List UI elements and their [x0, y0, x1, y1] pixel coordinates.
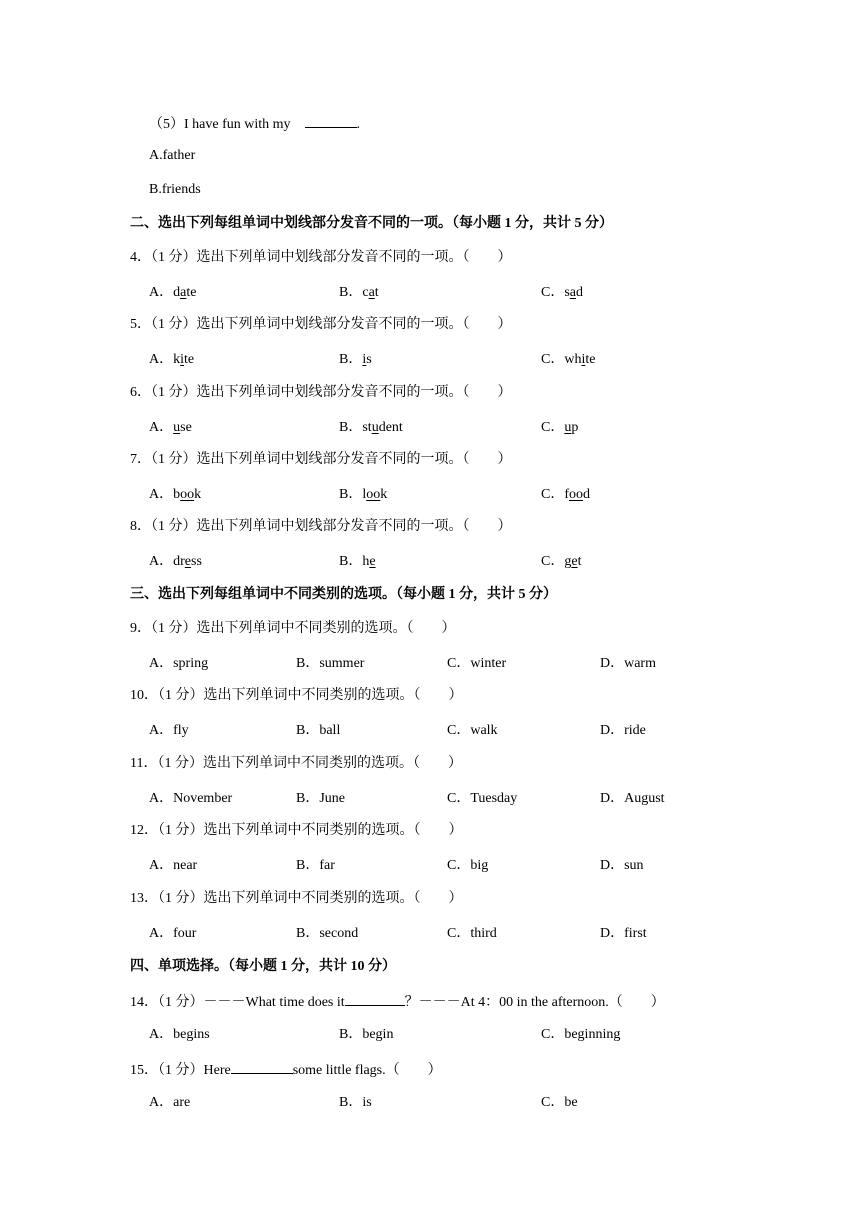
question-stem-suffix: . — [356, 117, 361, 132]
underlined-letters: i — [581, 352, 586, 367]
underlined-letters: u — [564, 420, 572, 435]
question-13-stem: 13．（1 分）选出下列单词中不同类别的选项。（ ） — [130, 891, 463, 906]
option-label: A． — [149, 554, 174, 569]
option-label: B． — [339, 285, 363, 300]
word-part: d — [583, 487, 591, 502]
question-11-stem: 11．（1 分）选出下列单词中不同类别的选项。（ ） — [130, 756, 462, 771]
option-b: B．June — [296, 791, 345, 806]
word-part: te — [186, 285, 197, 300]
option-b: B．summer — [296, 656, 365, 671]
question-6-stem: 6．（1 分）选出下列单词中划线部分发音不同的一项。（ ） — [130, 385, 512, 400]
underlined-letters: oo — [569, 487, 584, 502]
word-part: dent — [378, 420, 403, 435]
option-c: C．winter — [447, 656, 507, 671]
option-c — [541, 485, 590, 505]
option-label: A． — [149, 352, 174, 367]
question-5-stem: 5．（1 分）选出下列单词中划线部分发音不同的一项。（ ） — [130, 317, 512, 332]
answer-blank — [345, 991, 405, 1006]
word-part: d — [173, 285, 181, 300]
word-part: l — [362, 487, 367, 502]
option-d: D．sun — [600, 858, 644, 873]
underlined-letters: a — [569, 285, 577, 300]
option-c: C．big — [447, 858, 489, 873]
question-stem-text: 14．（1 分）－－－What time does it — [130, 995, 345, 1010]
option-a: A．begins — [149, 1027, 210, 1042]
option-label: C． — [541, 420, 565, 435]
answer-blank — [231, 1059, 293, 1074]
word-part: st — [362, 420, 372, 435]
underlined-letters: u — [173, 420, 181, 435]
option-a: A．are — [149, 1095, 191, 1110]
option-label: A． — [149, 285, 174, 300]
word-part: t — [374, 285, 379, 300]
word-part: k — [194, 487, 202, 502]
question-stem-text: ？－－－At 4：00 in the afternoon.（ ） — [404, 995, 665, 1010]
option-b: B．is — [339, 1095, 372, 1110]
option-b: B.friends — [149, 182, 201, 197]
option-c — [541, 283, 583, 303]
word-part: se — [180, 420, 192, 435]
question-4-stem: 4．（1 分）选出下列单词中划线部分发音不同的一项。（ ） — [130, 250, 512, 265]
option-d: D．first — [600, 926, 647, 941]
option-b — [339, 350, 372, 370]
underlined-letters: i — [180, 352, 185, 367]
option-a — [149, 283, 196, 303]
question-14-stem — [130, 991, 665, 1013]
word-part: d — [576, 285, 584, 300]
word-part: te — [184, 352, 195, 367]
option-b — [339, 485, 387, 505]
option-a — [149, 485, 201, 505]
question-8-stem: 8．（1 分）选出下列单词中划线部分发音不同的一项。（ ） — [130, 519, 512, 534]
underlined-letters: e — [571, 554, 578, 569]
word-part: p — [571, 420, 579, 435]
word-part: t — [577, 554, 582, 569]
word-part: c — [362, 285, 369, 300]
question-9-stem: 9．（1 分）选出下列单词中不同类别的选项。（ ） — [130, 621, 456, 636]
option-c — [541, 350, 595, 370]
word-part: b — [173, 487, 181, 502]
option-b — [339, 283, 379, 303]
option-b: B．ball — [296, 723, 341, 738]
option-a: A．four — [149, 926, 197, 941]
option-c: C．walk — [447, 723, 498, 738]
word-part: s — [366, 352, 372, 367]
word-part: ss — [191, 554, 202, 569]
option-c: C．Tuesday — [447, 791, 518, 806]
option-c — [541, 552, 581, 572]
section-3-title: 三、选出下列每组单词中不同类别的选项。（每小题 1 分，共计 5 分） — [130, 587, 557, 602]
question-5-sub-stem — [149, 113, 360, 135]
question-12-stem: 12．（1 分）选出下列单词中不同类别的选项。（ ） — [130, 823, 463, 838]
question-10-stem: 10．（1 分）选出下列单词中不同类别的选项。（ ） — [130, 688, 463, 703]
option-label: C． — [541, 487, 565, 502]
underlined-letters: e — [184, 554, 192, 569]
option-label: B． — [339, 554, 363, 569]
word-part: s — [564, 285, 570, 300]
option-d: D．ride — [600, 723, 646, 738]
option-a: A．near — [149, 858, 198, 873]
word-part: k — [173, 352, 181, 367]
option-label: B． — [339, 420, 363, 435]
section-2-title: 二、选出下列每组单词中划线部分发音不同的一项。（每小题 1 分，共计 5 分） — [130, 216, 613, 231]
word-part: k — [380, 487, 388, 502]
underlined-letters: i — [362, 352, 367, 367]
option-d: D．August — [600, 791, 665, 806]
option-label: A． — [149, 420, 174, 435]
option-b: B．second — [296, 926, 359, 941]
underlined-letters: u — [371, 420, 379, 435]
option-b — [339, 418, 403, 438]
answer-blank — [305, 113, 357, 128]
word-part: f — [564, 487, 570, 502]
question-stem-text: some little flags.（ ） — [292, 1063, 442, 1078]
option-c — [541, 418, 578, 438]
word-part: dr — [173, 554, 185, 569]
option-a — [149, 418, 192, 438]
option-d: D．warm — [600, 656, 656, 671]
option-label: C． — [541, 554, 565, 569]
section-4-title: 四、单项选择。（每小题 1 分，共计 10 分） — [130, 959, 396, 974]
option-a — [149, 350, 194, 370]
option-a: A．November — [149, 791, 233, 806]
option-label: B． — [339, 352, 363, 367]
word-part: g — [564, 554, 572, 569]
underlined-letters: oo — [180, 487, 195, 502]
underlined-letters: oo — [366, 487, 381, 502]
option-a: A．spring — [149, 656, 209, 671]
option-c: C．beginning — [541, 1027, 621, 1042]
option-label: C． — [541, 285, 565, 300]
option-label: B． — [339, 487, 363, 502]
option-a: A.father — [149, 148, 196, 163]
word-part: h — [362, 554, 370, 569]
word-part: te — [585, 352, 596, 367]
option-label: C． — [541, 352, 565, 367]
question-7-stem: 7．（1 分）选出下列单词中划线部分发音不同的一项。（ ） — [130, 452, 512, 467]
question-stem-text: （5）I have fun with my — [149, 117, 291, 132]
option-b: B．begin — [339, 1027, 394, 1042]
underlined-letters: a — [180, 285, 187, 300]
option-a — [149, 552, 202, 572]
option-c: C．third — [447, 926, 497, 941]
option-label: A． — [149, 487, 174, 502]
question-stem-text: 15．（1 分）Here — [130, 1063, 231, 1078]
option-a: A．fly — [149, 723, 189, 738]
option-b: B．far — [296, 858, 335, 873]
underlined-letters: e — [369, 554, 376, 569]
word-part: wh — [564, 352, 582, 367]
question-15-stem — [130, 1059, 442, 1081]
option-c: C．be — [541, 1095, 578, 1110]
option-b — [339, 552, 376, 572]
underlined-letters: a — [368, 285, 375, 300]
